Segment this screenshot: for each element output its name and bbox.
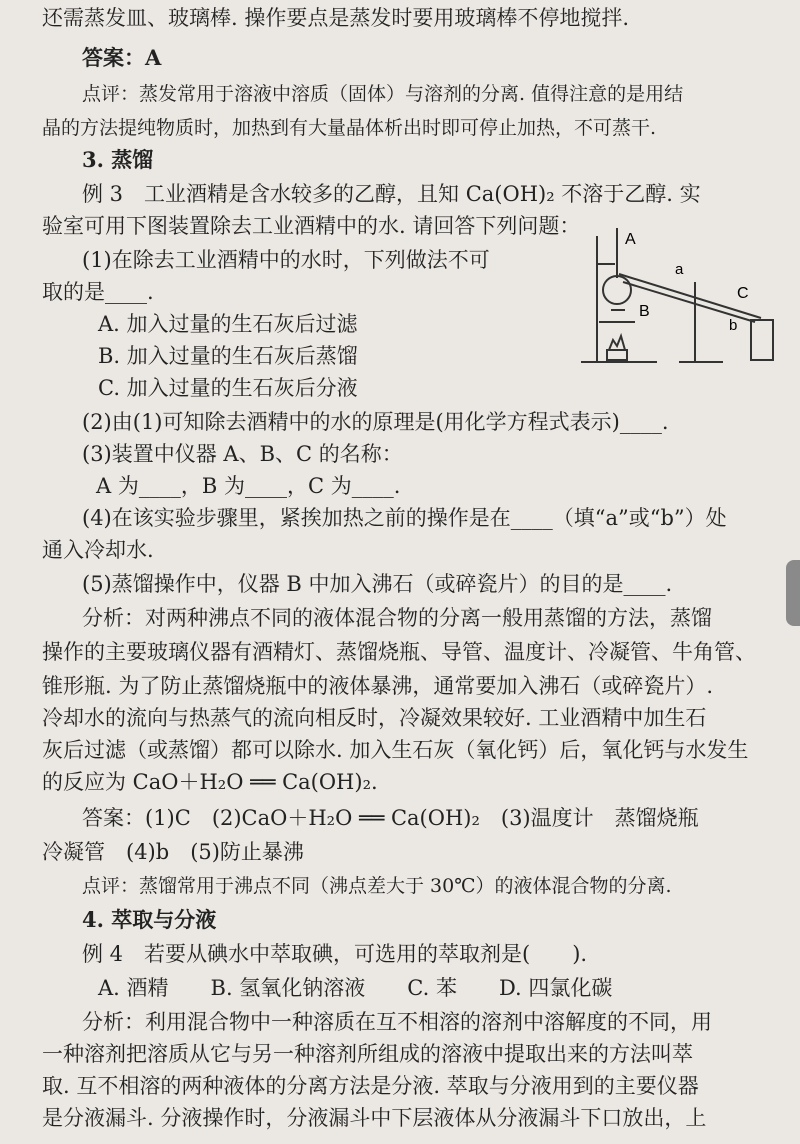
analysis-line: 是分液漏斗. 分液操作时，分液漏斗中下层液体从分液漏斗下口放出，上 xyxy=(42,1106,707,1130)
question-line: 通入冷却水. xyxy=(42,538,154,562)
answer-line: 答案：(1)C (2)CaO＋H₂O ══ Ca(OH)₂ (3)温度计 蒸馏烧瓶 xyxy=(82,806,699,830)
analysis-line: 的反应为 CaO＋H₂O ══ Ca(OH)₂. xyxy=(42,770,378,794)
comment-line: 点评：蒸发常用于溶液中溶质（固体）与溶剂的分离. 值得注意的是用结 xyxy=(82,83,684,105)
option-line: C. 加入过量的生石灰后分液 xyxy=(98,376,358,400)
text-line: 验室可用下图装置除去工业酒精中的水. 请回答下列问题： xyxy=(42,214,581,238)
answer-line: 答案：A xyxy=(82,45,162,70)
example-title: 例 3 工业酒精是含水较多的乙醇，且知 Ca(OH)₂ 不溶于乙醇. 实 xyxy=(82,182,701,206)
analysis-line: 锥形瓶. 为了防止蒸馏烧瓶中的液体暴沸，通常要加入沸石（或碎瓷片）. xyxy=(42,674,714,698)
question-line: 取的是____. xyxy=(42,280,154,304)
page-edge-tab xyxy=(786,560,800,626)
question-line: (2)由(1)可知除去酒精中的水的原理是(用化学方程式表示)____. xyxy=(82,410,669,434)
option-line: A. 加入过量的生石灰后过滤 xyxy=(98,312,358,336)
label-B: B xyxy=(639,303,650,320)
option-line: A. 酒精 B. 氢氧化钠溶液 C. 苯 D. 四氯化碳 xyxy=(98,976,613,1000)
burner-flame xyxy=(609,336,625,350)
distillation-apparatus-figure xyxy=(575,222,785,372)
analysis-line: 取. 互不相溶的两种液体的分离方法是分液. 萃取与分液用到的主要仪器 xyxy=(42,1074,699,1098)
comment-line: 点评：蒸馏常用于沸点不同（沸点差大于 30℃）的液体混合物的分离. xyxy=(82,875,672,897)
section-heading: 3. 蒸馏 xyxy=(82,147,154,172)
question-line: A 为____，B 为____，C 为____. xyxy=(96,474,401,498)
analysis-line: 冷却水的流向与热蒸气的流向相反时，冷凝效果较好. 工业酒精中加生石 xyxy=(42,706,707,730)
question-line: (4)在该实验步骤里，紧挨加热之前的操作是在____（填“a”或“b”）处 xyxy=(82,506,727,530)
option-line: B. 加入过量的生石灰后蒸馏 xyxy=(98,344,358,368)
analysis-line: 分析：对两种沸点不同的液体混合物的分离一般用蒸馏的方法，蒸馏 xyxy=(82,606,712,630)
label-C: C xyxy=(737,285,749,302)
question-line: (5)蒸馏操作中，仪器 B 中加入沸石（或碎瓷片）的目的是____. xyxy=(82,572,673,596)
flask xyxy=(603,276,631,304)
label-b: b xyxy=(729,317,738,334)
text-line: 还需蒸发皿、玻璃棒. 操作要点是蒸发时要用玻璃棒不停地搅拌. xyxy=(42,6,630,30)
analysis-line: 分析：利用混合物中一种溶质在互不相溶的溶剂中溶解度的不同，用 xyxy=(82,1010,712,1034)
analysis-line: 操作的主要玻璃仪器有酒精灯、蒸馏烧瓶、导管、温度计、冷凝管、牛角管、 xyxy=(42,640,756,664)
question-line: (1)在除去工业酒精中的水时，下列做法不可 xyxy=(82,248,490,272)
analysis-line: 灰后过滤（或蒸馏）都可以除水. 加入生石灰（氧化钙）后，氧化钙与水发生 xyxy=(42,738,749,762)
answer-line: 冷凝管 (4)b (5)防止暴沸 xyxy=(42,840,304,864)
question-line: (3)装置中仪器 A、B、C 的名称： xyxy=(82,442,403,466)
label-a: a xyxy=(675,261,684,278)
section-heading: 4. 萃取与分液 xyxy=(82,907,217,932)
label-A: A xyxy=(625,231,636,248)
example-title: 例 4 若要从碘水中萃取碘，可选用的萃取剂是( ). xyxy=(82,942,588,966)
text-line: 晶的方法提纯物质时，加热到有大量晶体析出时即可停止加热，不可蒸干. xyxy=(42,117,657,139)
analysis-line: 一种溶剂把溶质从它与另一种溶剂所组成的溶液中提取出来的方法叫萃 xyxy=(42,1042,693,1066)
